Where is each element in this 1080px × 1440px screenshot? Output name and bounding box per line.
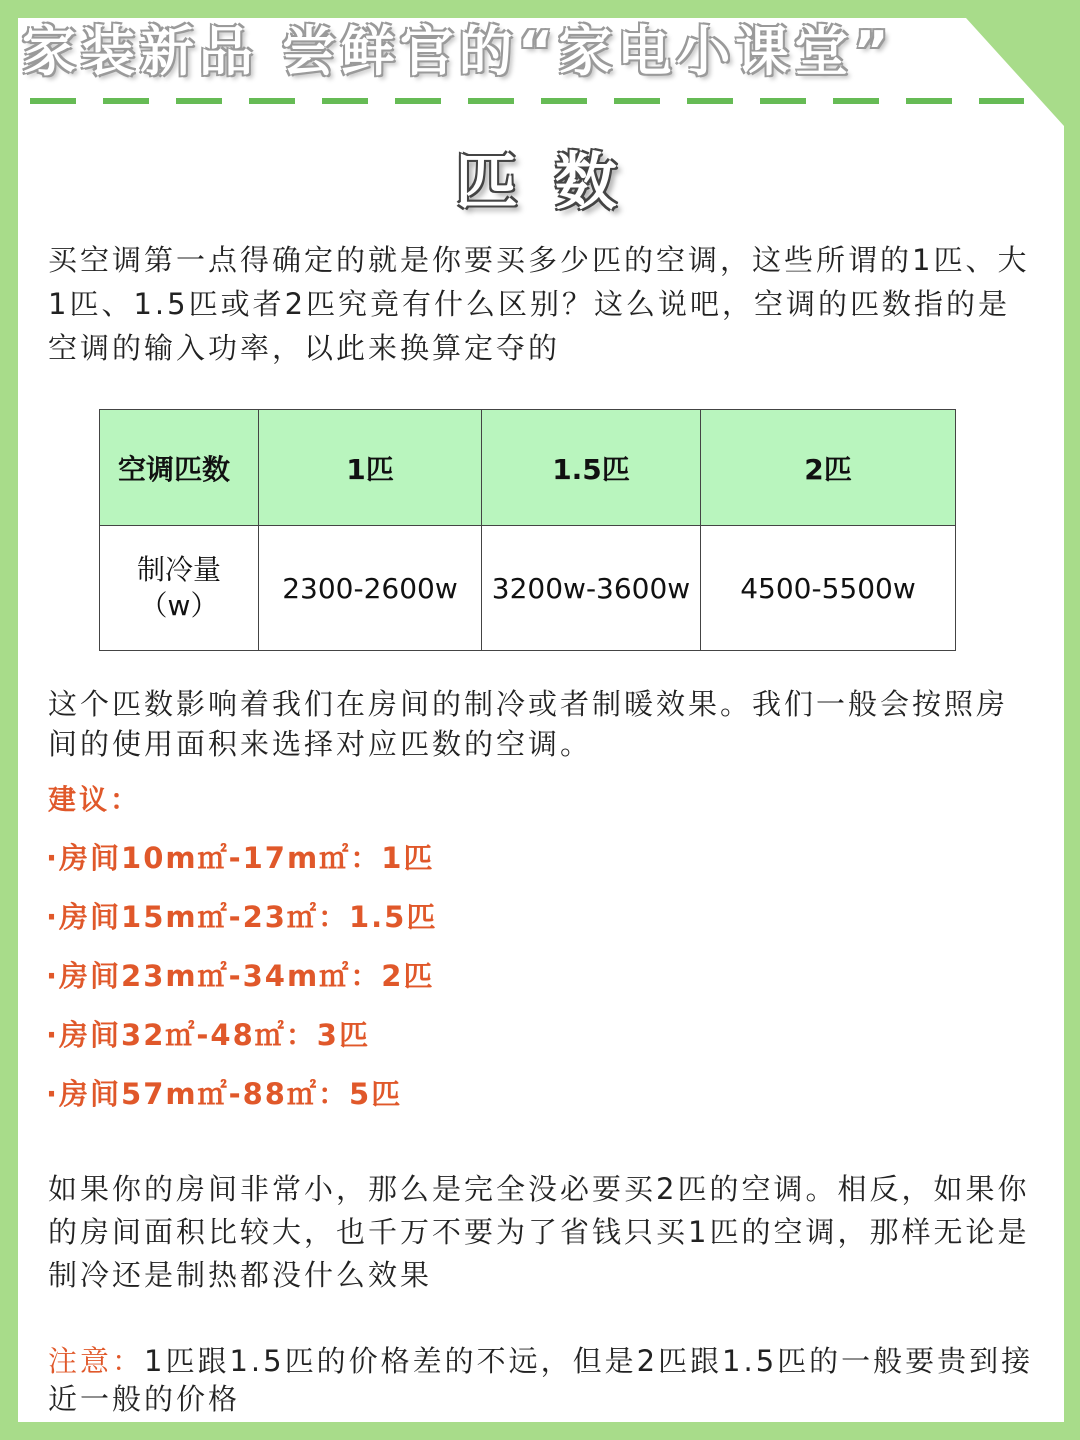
table-row-label	[100, 526, 259, 651]
suggestion-item: ·房间15m㎡-23㎡：1.5匹	[46, 900, 438, 934]
spec-table	[99, 409, 956, 651]
table-header-row	[100, 410, 956, 526]
effect-paragraph: 这个匹数影响着我们在房间的制冷或者制暖效果。我们一般会按照房间的使用面积来选择对应匹数的空调。	[48, 687, 1009, 761]
note-paragraph	[48, 1342, 1038, 1418]
row-label-line2: （w）	[139, 589, 219, 622]
table-cell: 3200w-3600w	[482, 526, 701, 651]
suggestion-item: ·房间32㎡-48㎡：3匹	[46, 1018, 370, 1052]
table-cell: 4500-5500w	[701, 526, 956, 651]
suggestion-item: ·房间57m㎡-88㎡：5匹	[46, 1077, 403, 1111]
table-cell: 2300-2600w	[259, 526, 482, 651]
dashed-divider	[30, 98, 1024, 104]
intro-paragraph: 买空调第一点得确定的就是你要买多少匹的空调，这些所谓的1匹、大1匹、1.5匹或者2匹究竟有什么区别？这么说吧，空调的匹数指的是空调的输入功率，以此来换算定夺的	[48, 243, 1030, 365]
note-label: 注意：	[48, 1344, 145, 1378]
table-row	[100, 526, 956, 651]
suggestion-item: ·房间23m㎡-34m㎡：2匹	[46, 959, 435, 993]
row-label-line1: 制冷量	[136, 553, 221, 586]
suggestion-heading: 建议：	[48, 783, 142, 816]
table-header-cell: 1.5匹	[482, 410, 701, 526]
banner-title: 家装新品 尝鲜官的“家电小课堂”	[22, 20, 894, 83]
suggestion-item: ·房间10m㎡-17m㎡：1匹	[46, 841, 435, 875]
note-text: 1匹跟1.5匹的价格差的不远，但是2匹跟1.5匹的一般要贵到接近一般的价格	[48, 1344, 1034, 1416]
table-header-cell: 1匹	[259, 410, 482, 526]
table-header-cell: 2匹	[701, 410, 956, 526]
section-title: 匹 数	[455, 145, 625, 218]
table-header-cell: 空调匹数	[100, 410, 259, 526]
advice-paragraph: 如果你的房间非常小，那么是完全没必要买2匹的空调。相反，如果你的房间面积比较大，也千万不要为了省钱只买1匹的空调，那样无论是制冷还是制热都没什么效果	[48, 1172, 1030, 1292]
